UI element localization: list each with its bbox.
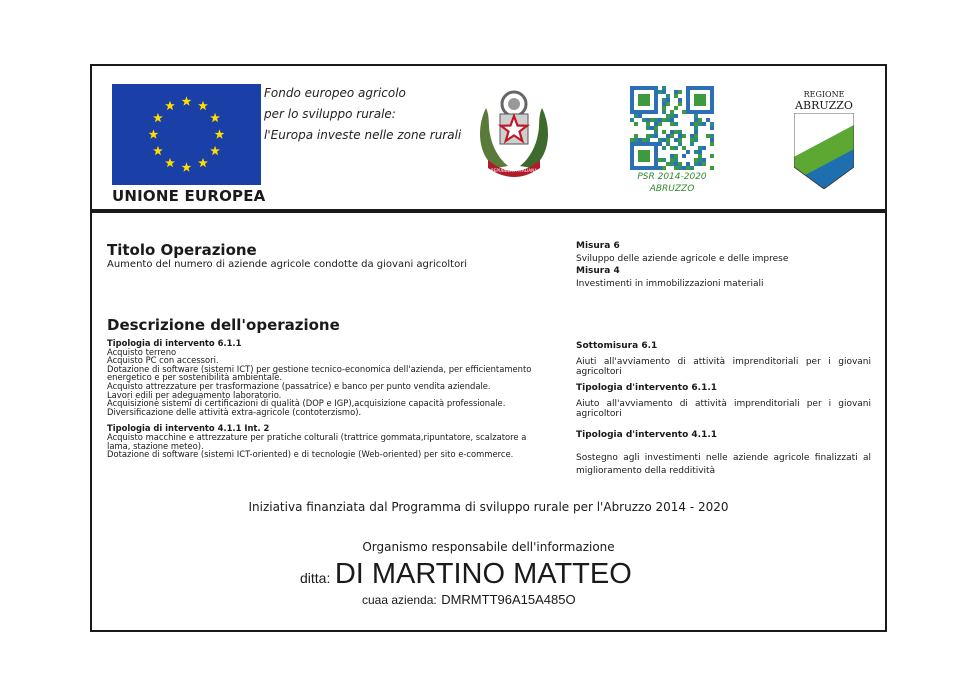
eu-label: UNIONE EUROPEA <box>112 187 266 205</box>
motto-line-1: Fondo europeo agricolo <box>264 86 406 100</box>
emblem-ribbon-text: REPUBBLICA ITALIANA <box>490 168 538 173</box>
cuaa-label: cuaa azienda: <box>362 593 437 607</box>
titolo-text: Aumento del numero di aziende agricole condotte da giovani agricoltori <box>107 259 468 270</box>
tip1-line: Acquisto terreno <box>107 346 177 357</box>
italian-republic-emblem <box>474 86 554 182</box>
tipologia-411-label: Tipologia d'intervento 4.1.1 <box>576 430 718 440</box>
ditta-name: DI MARTINO MATTEO <box>334 558 632 590</box>
psr-label: PSR 2014-2020 <box>637 172 707 182</box>
motto-line-3: l'Europa investe nelle zone rurali <box>264 128 462 142</box>
misura-4-label: Misura 4 <box>576 266 620 276</box>
misura-6-label: Misura 6 <box>576 241 620 251</box>
tip1-line: Diversificazione delle attività extra-agricole (contoterzismo). <box>107 406 362 417</box>
regione-abruzzo-shield <box>794 113 854 189</box>
regione-name: ABRUZZO <box>795 99 853 112</box>
tipologia-411-text: Sostegno agli investimenti nelle aziende agricole finalizzati al miglioramento della redditività <box>576 453 871 476</box>
misura-4-text: Investimenti in immobilizzazioni materiali <box>576 279 764 289</box>
tip2-line: Acquisto macchine e attrezzature per pratiche colturali (trattrice gommata,ripuntatore, scalzatore a <box>107 431 527 442</box>
sottomisura-text: Aiuti all'avviamento di attività imprenditoriali per i giovani agricoltori <box>576 357 871 377</box>
header-divider <box>92 209 885 213</box>
plaque-frame <box>90 64 887 632</box>
organismo-text: Organismo responsabile dell'informazione <box>362 540 615 554</box>
titolo-heading: Titolo Operazione <box>107 241 257 259</box>
eu-flag-logo <box>112 84 261 185</box>
tip1-line: Acquisizione sistemi di certificazioni di qualità (DOP e IGP),acquisizione capacità professionale. <box>107 398 506 409</box>
tip1-line: energetico e per sostenibilità ambientale. <box>107 372 283 383</box>
regione-label: REGIONE <box>803 90 845 99</box>
tipologia-611-label: Tipologia d'intervento 6.1.1 <box>576 383 718 393</box>
eafrd-motto <box>264 83 461 146</box>
ditta-line <box>300 558 632 591</box>
sottomisura-label: Sottomisura 6.1 <box>576 341 658 351</box>
tip2-line: Dotazione di software (sistemi ICT-oriented) e di tecnologie (Web-oriented) per sito e-commerce. <box>107 449 514 460</box>
tip1-heading: Tipologia di intervento 6.1.1 <box>107 338 242 348</box>
tip2-heading: Tipologia di intervento 4.1.1 Int. 2 <box>107 423 270 434</box>
cuaa-value: DMRMTT96A15A485O <box>441 592 576 607</box>
tip1-line: Acquisto PC con accessori. <box>107 355 219 366</box>
tip2-line: lama, stazione meteo). <box>107 440 204 451</box>
descrizione-body <box>107 339 552 459</box>
tip1-line: Dotazione di software (sistemi ICT) per gestione tecnico-economica dell'azienda, per efficientamento <box>107 363 532 374</box>
psr-qr-code <box>629 86 715 170</box>
iniziativa-text: Iniziativa finanziata dal Programma di sviluppo rurale per l'Abruzzo 2014 - 2020 <box>248 500 729 514</box>
ditta-label: ditta: <box>300 570 331 586</box>
cuaa-line <box>362 591 576 609</box>
misura-6-text: Sviluppo delle aziende agricole e delle imprese <box>576 254 789 264</box>
tip1-line: Acquisto attrezzature per trasformazione (passatrice) e banco per punto vendita aziendale. <box>107 380 491 391</box>
tipologia-611-text: Aiuto all'avviamento di attività imprenditoriali per i giovani agricoltori <box>576 399 871 419</box>
psr-region-label: ABRUZZO <box>649 184 695 194</box>
motto-line-2: per lo sviluppo rurale: <box>264 107 396 121</box>
descrizione-heading: Descrizione dell'operazione <box>107 316 340 334</box>
tip1-line: Lavori edili per adeguamento laboratorio. <box>107 389 282 400</box>
